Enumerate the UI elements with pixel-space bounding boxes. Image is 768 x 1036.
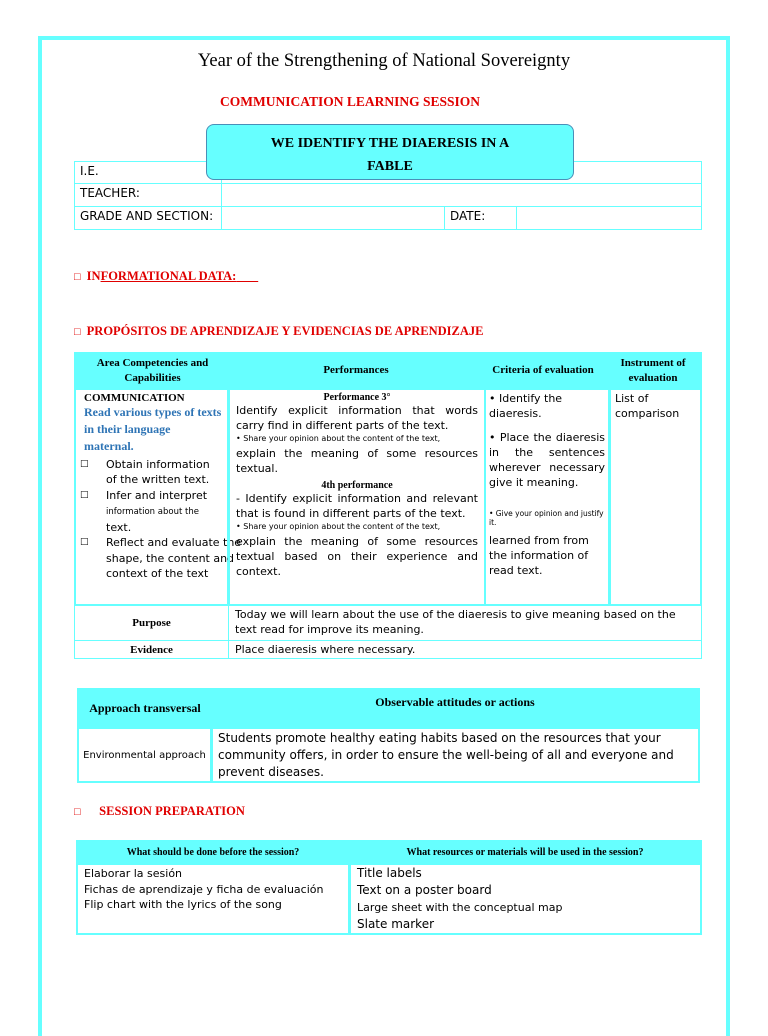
evidence-label-cell (74, 640, 229, 659)
approach-label: Environmental approach (83, 749, 206, 761)
purpose-label-cell (74, 605, 229, 641)
info-prefix: IN (86, 269, 101, 283)
approach-header-right: Observable attitudes or actions (212, 690, 698, 714)
date-label-cell (444, 206, 517, 230)
resource-item: Slate marker (357, 917, 435, 931)
before-item: Fichas de aprendizaje y ficha de evaluación (84, 882, 324, 896)
perf4-title: 4th performance (321, 480, 393, 492)
ie-label-cell (74, 161, 222, 184)
perf3-text1: Identify explicit information that words carry find in different parts of the text. (236, 404, 478, 433)
teacher-label: TEACHER: (80, 186, 140, 200)
purpose-label: Purpose (132, 617, 171, 629)
instrument-cell (609, 388, 702, 606)
grade-label-cell (74, 206, 222, 230)
date-label: DATE: (450, 209, 486, 223)
purposes-title: PROPÓSITOS DE APRENDIZAJE Y EVIDENCIAS DE APRENDIZAJE (86, 324, 484, 338)
purposes-heading (74, 324, 484, 339)
teacher-label-cell (74, 183, 222, 207)
info-title: FORMATIONAL DATA: (100, 269, 237, 283)
date-value-cell[interactable] (516, 206, 702, 230)
perf4-text1: - Identify explicit information and relevant that is found in different parts of the text. (236, 492, 478, 521)
header-instrument: Instrument of evaluation (604, 352, 702, 389)
purpose-text-cell (228, 605, 702, 641)
prep-title: SESSION PREPARATION (99, 804, 245, 818)
perf3-title: Performance 3° (323, 392, 391, 403)
informational-data-heading (74, 269, 258, 284)
checkbox-icon: □ (74, 326, 81, 338)
criteria-3: learned from from the information of read text. (489, 533, 589, 578)
before-item: Flip chart with the lyrics of the song (84, 898, 282, 911)
resource-item: Title labels (357, 866, 422, 880)
prep-before-cell (76, 863, 350, 935)
checkbox-icon: □ (74, 806, 81, 818)
ie-label: I.E. (80, 164, 99, 178)
approach-text: Students promote healthy eating habits based on the resources that your community offers, in order to ensure the well-being of all and everyone and prevent diseases. (218, 731, 674, 779)
prep-header-left: What should be done before the session? (78, 840, 348, 864)
competency-text: Read various types of texts in their language maternal. (84, 405, 222, 453)
prep-header-right: What resources or materials will be used in the session? (350, 840, 700, 864)
before-item: Elaborar la sesión (84, 867, 183, 880)
lesson-title-line2: FABLE (367, 159, 413, 174)
perf3-text2: explain the meaning of some resources textual. (236, 446, 478, 475)
instrument-text: List of comparison (615, 392, 680, 421)
header-performances: Performances (228, 352, 484, 389)
capability-item: □ Obtain information of the written text. (78, 457, 223, 488)
lesson-title-line1: WE IDENTIFY THE DIAERESIS IN A (270, 136, 510, 151)
performances-cell (228, 388, 486, 606)
purpose-text: Today we will learn about the use of the diaeresis to give meaning based on the text read for improve its meaning. (235, 608, 676, 637)
capability-small: information about the (106, 506, 199, 517)
teacher-value-cell[interactable] (221, 183, 702, 207)
approach-header-left: Approach transversal (80, 690, 210, 726)
lesson-title-box (206, 124, 574, 180)
header-criteria: Criteria of evaluation (484, 352, 602, 389)
area-cell (74, 388, 242, 606)
session-title: COMMUNICATION LEARNING SESSION (219, 94, 481, 109)
prep-resources-cell (349, 863, 702, 935)
resource-item: Large sheet with the conceptual map (357, 901, 563, 914)
grade-label: GRADE AND SECTION: (80, 209, 214, 223)
prep-heading (74, 804, 245, 819)
perf4-bullet: • Share your opinion about the content of the text, (236, 521, 441, 531)
evidence-label: Evidence (130, 643, 173, 656)
area-title: COMMUNICATION (84, 392, 185, 404)
checkbox-icon: □ (74, 271, 81, 283)
criteria-cell (484, 388, 610, 606)
year-title: Year of the Strengthening of National Sovereignty (197, 51, 571, 71)
perf3-bullet: • Share your opinion about the content of the text, (236, 433, 441, 443)
criteria-small: • Give your opinion and justify it. (489, 508, 604, 527)
evidence-text-cell (228, 640, 702, 659)
capability-item: □ Reflect and evaluate the shape, the content and context of the text (78, 535, 244, 581)
resource-item: Text on a poster board (357, 883, 492, 897)
approach-text-cell (211, 727, 700, 783)
capability-item: □ Infer and interpret information about the text. (78, 488, 223, 536)
criteria-1: • Identify the diaeresis. (489, 392, 563, 421)
evidence-text: Place diaeresis where necessary. (235, 643, 416, 656)
grade-value-cell[interactable] (221, 206, 445, 230)
criteria-2: • Place the diaeresis in the sentences wherever necessary give it meaning. (489, 430, 605, 490)
header-area: Area Competencies and Capabilities (80, 352, 225, 389)
approach-label-cell (77, 727, 212, 783)
perf4-text2: explain the meaning of some resources textual based on their experience and context. (236, 534, 478, 579)
